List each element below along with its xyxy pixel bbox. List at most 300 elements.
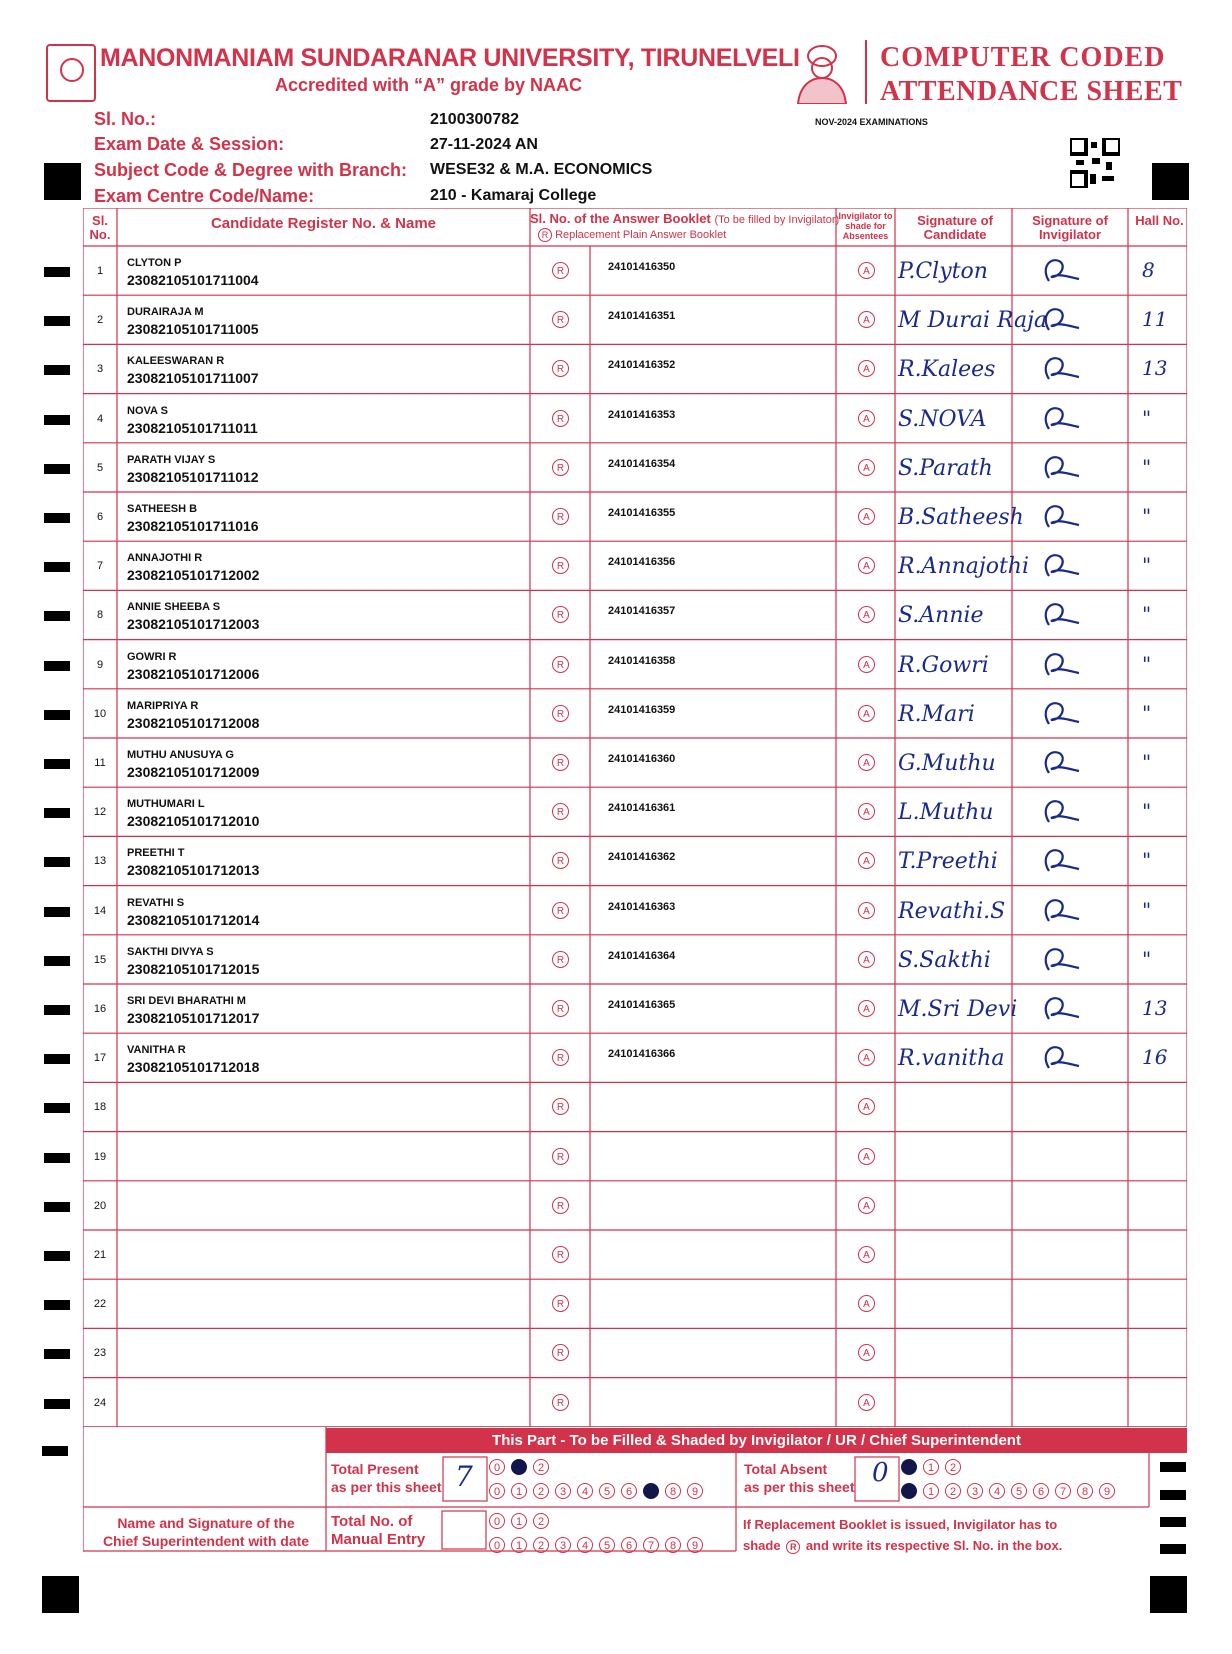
absent-bubble[interactable]: A	[858, 1394, 875, 1411]
candidate-signature: R.Kalees	[898, 357, 996, 383]
replacement-bubble[interactable]: R	[552, 1295, 569, 1312]
digit-bubble[interactable]: 0	[489, 1483, 505, 1499]
invigilator-signature	[1035, 989, 1085, 1029]
hall-number: "	[1142, 602, 1152, 627]
booklet-number: 24101416361	[608, 802, 676, 815]
timing-mark	[44, 1005, 70, 1015]
candidate-name: DURAIRAJA M	[127, 306, 204, 319]
hall-number: "	[1142, 750, 1152, 774]
row-number: 13	[93, 855, 107, 868]
university-name: MANONMANIAM SUNDARANAR UNIVERSITY, TIRUNELVELI	[100, 44, 800, 72]
timing-mark	[1160, 1462, 1186, 1472]
header-divider	[865, 40, 867, 104]
absent-bubble[interactable]: A	[858, 852, 875, 869]
digit-bubble[interactable]: 0	[901, 1459, 917, 1475]
digit-bubble[interactable]: 2	[533, 1459, 549, 1475]
portrait-icon	[792, 40, 852, 104]
total-absent-l2: as per this sheet	[744, 1479, 855, 1495]
manual-units-bubbles[interactable]	[489, 1536, 709, 1554]
digit-bubble[interactable]: 1	[923, 1459, 939, 1475]
row-number: 16	[93, 1003, 107, 1015]
candidate-signature: M.Sri Devi	[898, 997, 1018, 1022]
register-number: 23082105101712015	[127, 960, 260, 977]
timing-mark	[44, 1399, 70, 1409]
replacement-bubble[interactable]: R	[552, 1344, 569, 1361]
hall-number: "	[1142, 946, 1152, 971]
hall-number: "	[1142, 897, 1152, 922]
digit-bubble[interactable]: 2	[533, 1513, 549, 1529]
register-number: 23082105101712009	[127, 764, 260, 780]
replacement-bubble[interactable]: R	[552, 1197, 569, 1214]
register-number: 23082105101712003	[127, 616, 260, 633]
register-number: 23082105101711007	[127, 370, 259, 387]
row-number: 7	[96, 560, 104, 573]
digit-bubble[interactable]: 0	[489, 1513, 505, 1529]
col-sig-inv-header: Signature of Invigilator	[1032, 213, 1108, 242]
absent-bubble[interactable]: A	[858, 606, 875, 623]
absent-bubble[interactable]: A	[858, 705, 875, 722]
invigilator-signature	[1035, 399, 1085, 439]
hall-number: 13	[1142, 996, 1168, 1020]
total-absent-l1: Total Absent	[744, 1461, 828, 1477]
row-number: 5	[96, 461, 104, 474]
candidate-name: VANITHA R	[127, 1044, 186, 1057]
timing-mark	[44, 1251, 70, 1261]
absent-bubble[interactable]: A	[858, 557, 875, 574]
absent-units-bubbles[interactable]	[901, 1482, 1121, 1500]
absent-bubble[interactable]: A	[858, 262, 875, 279]
booklet-number: 24101416352	[608, 359, 676, 372]
candidate-signature: M Durai Raja	[898, 308, 1048, 334]
digit-bubble[interactable]: 3	[555, 1537, 571, 1553]
absent-bubble[interactable]: A	[858, 1049, 875, 1066]
booklet-number: 24101416366	[608, 1048, 676, 1061]
register-number: 23082105101712014	[127, 911, 260, 928]
booklet-number: 24101416355	[608, 507, 676, 519]
absent-bubble[interactable]: A	[858, 459, 875, 476]
absent-bubble[interactable]: A	[858, 1344, 875, 1361]
replacement-bubble[interactable]: R	[552, 508, 569, 525]
replacement-bubble-icon: R	[786, 1540, 800, 1554]
candidate-signature: R.Gowri	[898, 652, 989, 678]
absent-bubble[interactable]: A	[858, 1295, 875, 1312]
register-number: 23082105101711016	[127, 518, 259, 534]
digit-bubble[interactable]: 9	[687, 1537, 703, 1553]
row-number: 15	[93, 953, 107, 966]
digit-bubble[interactable]: 4	[989, 1483, 1005, 1499]
digit-bubble[interactable]: 1	[511, 1537, 527, 1553]
booklet-number: 24101416354	[608, 457, 676, 470]
replacement-bubble[interactable]: R	[552, 606, 569, 623]
hall-number: "	[1142, 553, 1152, 578]
candidate-name: MARIPRIYA R	[127, 699, 199, 712]
subject-value: WESE32 & M.A. ECONOMICS	[430, 161, 653, 178]
absent-bubble[interactable]: A	[858, 311, 875, 328]
candidate-signature: S.Sakthi	[898, 947, 991, 973]
candidate-name: PARATH VIJAY S	[127, 453, 216, 466]
timing-mark	[1160, 1517, 1186, 1527]
replacement-bubble[interactable]: R	[552, 262, 569, 279]
candidate-name: SAKTHI DIVYA S	[127, 945, 214, 958]
candidate-name: ANNIE SHEEBA S	[127, 601, 221, 614]
timing-mark	[44, 1153, 70, 1163]
absent-handwritten: 0	[872, 1458, 889, 1488]
subject-label: Subject Code & Degree with Branch:	[94, 160, 408, 180]
row-number: 11	[94, 757, 106, 769]
candidate-name: NOVA S	[127, 404, 168, 417]
absent-bubble[interactable]: A	[858, 1197, 875, 1214]
manual-l1: Total No. of	[331, 1513, 413, 1530]
invigilator-signature	[1035, 841, 1085, 881]
invigilator-signature	[1035, 595, 1085, 635]
alignment-mark	[1152, 163, 1189, 200]
digit-bubble[interactable]: 8	[665, 1537, 681, 1553]
hall-number: 11	[1142, 307, 1168, 332]
row-number: 17	[93, 1052, 107, 1065]
invigilator-signature	[1035, 645, 1085, 685]
accreditation-text: Accredited with “A” grade by NAAC	[275, 75, 583, 95]
total-present-label	[331, 1460, 442, 1496]
chief-l1: Name and Signature of the	[117, 1515, 295, 1531]
hall-number: "	[1142, 405, 1152, 430]
row-number: 3	[96, 363, 104, 376]
row-number: 19	[93, 1150, 107, 1163]
sheet-title-line1: COMPUTER CODED	[880, 42, 1166, 73]
register-number: 23082105101711004	[127, 272, 259, 288]
digit-bubble[interactable]: 6	[621, 1483, 637, 1499]
absent-bubble[interactable]: A	[858, 803, 875, 820]
digit-bubble[interactable]: 1	[511, 1513, 527, 1529]
replacement-note	[743, 1514, 1062, 1556]
timing-mark	[44, 1202, 70, 1212]
timing-mark	[44, 857, 70, 867]
register-number: 23082105101711012	[127, 468, 259, 485]
timing-mark	[44, 316, 70, 326]
register-number: 23082105101712006	[127, 665, 260, 682]
row-number: 14	[93, 904, 107, 917]
candidate-name: SATHEESH B	[127, 503, 198, 515]
absent-bubble[interactable]: A	[858, 1098, 875, 1115]
col-booklet-note: (To be filled by Invigilator)	[714, 214, 840, 226]
digit-bubble[interactable]: 1	[511, 1483, 527, 1499]
replacement-bubble[interactable]: R	[552, 1394, 569, 1411]
candidate-name: SRI DEVI BHARATHI M	[127, 995, 246, 1007]
digit-bubble[interactable]: 0	[489, 1459, 505, 1475]
register-number: 23082105101711011	[127, 419, 258, 436]
timing-mark	[42, 1446, 68, 1456]
chief-l2: Chief Superintendent with date	[102, 1533, 310, 1549]
digit-bubble[interactable]: 9	[1099, 1483, 1115, 1499]
timing-mark	[44, 1300, 70, 1310]
replacement-bubble[interactable]: R	[552, 311, 569, 328]
present-units-bubbles[interactable]	[489, 1482, 709, 1500]
date-value: 27-11-2024 AN	[430, 136, 538, 153]
candidate-signature: L.Muthu	[898, 800, 994, 826]
candidate-name: GOWRI R	[127, 650, 177, 663]
digit-bubble[interactable]: 5	[599, 1483, 615, 1499]
digit-bubble[interactable]: 2	[945, 1459, 961, 1475]
digit-bubble[interactable]: 7	[1055, 1483, 1071, 1499]
booklet-number: 24101416351	[608, 310, 676, 323]
candidate-signature: R.Mari	[898, 701, 975, 727]
candidate-signature: Revathi.S	[898, 898, 1006, 924]
qr-code-icon	[1070, 138, 1120, 188]
candidate-signature: S.Annie	[898, 603, 984, 629]
candidate-name: REVATHI S	[127, 896, 185, 909]
digit-bubble[interactable]: 1	[923, 1483, 939, 1499]
hall-number: 16	[1142, 1045, 1168, 1070]
row-number: 22	[93, 1298, 107, 1311]
candidate-signature: S.Parath	[898, 455, 993, 481]
digit-bubble[interactable]: 3	[555, 1483, 571, 1499]
row-number: 1	[96, 265, 104, 277]
booklet-number: 24101416360	[608, 753, 676, 765]
total-absent-label	[744, 1460, 855, 1496]
replacement-bubble[interactable]: R	[552, 852, 569, 869]
booklet-number: 24101416359	[608, 703, 676, 716]
alignment-mark	[42, 1576, 79, 1613]
timing-mark	[44, 1349, 70, 1359]
digit-bubble[interactable]: 4	[577, 1483, 593, 1499]
absent-bubble[interactable]: A	[858, 1246, 875, 1263]
timing-mark	[44, 365, 70, 375]
row-number: 8	[96, 609, 104, 622]
timing-mark	[44, 907, 70, 917]
col-sig-cand-header: Signature of Candidate	[917, 213, 993, 242]
hall-number: "	[1142, 651, 1152, 676]
timing-mark	[1160, 1544, 1186, 1554]
register-number: 23082105101711005	[127, 321, 259, 338]
replacement-bubble[interactable]: R	[552, 1049, 569, 1066]
candidate-signature: S.NOVA	[898, 406, 987, 432]
total-present-l1: Total Present	[331, 1461, 419, 1477]
booklet-number: 24101416353	[608, 408, 676, 421]
replacement-bubble[interactable]: R	[552, 656, 569, 673]
note-l3: and write its respective Sl. No. in the box.	[805, 1538, 1063, 1553]
absent-bubble[interactable]: A	[858, 656, 875, 673]
invigilator-signature	[1035, 546, 1085, 586]
col-candidate-header: Candidate Register No. & Name	[210, 215, 437, 232]
row-number: 2	[96, 314, 104, 327]
note-l1: If Replacement Booklet is issued, Invigilator has to	[743, 1517, 1058, 1532]
chief-superintendent-label	[88, 1514, 324, 1550]
absent-bubble[interactable]: A	[858, 902, 875, 919]
centre-label: Exam Centre Code/Name:	[94, 186, 315, 206]
replacement-bubble[interactable]: R	[552, 360, 569, 377]
timing-mark	[44, 267, 70, 277]
digit-bubble[interactable]: 4	[577, 1537, 593, 1553]
digit-bubble[interactable]: 0	[901, 1483, 917, 1499]
hall-number: 13	[1142, 356, 1168, 381]
candidate-signature: G.Muthu	[898, 751, 996, 776]
total-present-l2: as per this sheet	[331, 1479, 442, 1495]
hall-number: "	[1142, 799, 1152, 824]
register-number: 23082105101712002	[127, 567, 260, 584]
hall-number: "	[1142, 848, 1152, 873]
digit-bubble[interactable]: 8	[1077, 1483, 1093, 1499]
row-number: 20	[93, 1199, 107, 1212]
digit-bubble[interactable]: 7	[643, 1537, 659, 1553]
candidate-signature: T.Preethi	[898, 849, 998, 875]
hall-number: "	[1142, 504, 1152, 528]
candidate-name: MUTHU ANUSUYA G	[127, 749, 234, 761]
booklet-number: 24101416363	[608, 900, 676, 913]
hall-number: "	[1142, 454, 1152, 479]
replacement-bubble[interactable]: R	[552, 754, 569, 771]
digit-bubble[interactable]: 6	[621, 1537, 637, 1553]
digit-bubble[interactable]: 0	[489, 1537, 505, 1553]
register-number: 23082105101712017	[127, 1010, 260, 1026]
invigilator-signature	[1035, 743, 1085, 783]
invigilator-signature	[1035, 1038, 1085, 1078]
digit-bubble[interactable]: 2	[533, 1483, 549, 1499]
invigilator-signature	[1035, 349, 1085, 389]
register-number: 23082105101712013	[127, 862, 260, 879]
digit-bubble[interactable]: 8	[665, 1483, 681, 1499]
booklet-number: 24101416362	[608, 851, 676, 864]
absent-tens-bubbles[interactable]	[901, 1458, 967, 1476]
invigilator-signature	[1035, 694, 1085, 734]
digit-bubble[interactable]: 6	[1033, 1483, 1049, 1499]
row-number: 6	[96, 511, 104, 523]
note-l2: shade	[743, 1538, 781, 1553]
row-number: 12	[93, 806, 107, 819]
col-sl-header: Sl. No.	[89, 213, 111, 242]
present-handwritten: 7	[455, 1460, 473, 1493]
timing-mark	[1160, 1490, 1186, 1500]
digit-bubble[interactable]: 3	[967, 1483, 983, 1499]
centre-value: 210 - Kamaraj College	[430, 187, 597, 204]
hall-number: 8	[1142, 258, 1155, 282]
replacement-bubble[interactable]: R	[552, 1098, 569, 1115]
date-label: Exam Date & Session:	[94, 134, 285, 154]
manual-entry-label	[331, 1513, 425, 1549]
sl-no-value: 2100300782	[430, 111, 519, 128]
timing-mark	[44, 710, 70, 720]
digit-bubble[interactable]: 2	[945, 1483, 961, 1499]
timing-mark	[44, 513, 70, 523]
candidate-name: PREETHI T	[127, 847, 185, 860]
booklet-number: 24101416364	[608, 949, 676, 962]
timing-mark	[44, 464, 70, 474]
col-booklet-title: Sl. No. of the Answer Booklet	[530, 211, 711, 226]
replacement-bubble[interactable]: R	[552, 902, 569, 919]
row-number: 18	[93, 1101, 107, 1114]
digit-bubble[interactable]: 5	[599, 1537, 615, 1553]
booklet-number: 24101416357	[608, 605, 676, 618]
register-number: 23082105101712008	[127, 714, 260, 731]
invigilator-signature	[1035, 792, 1085, 832]
replacement-bubble[interactable]: R	[552, 951, 569, 968]
digit-bubble[interactable]: 1	[511, 1459, 527, 1475]
sheet-title-line2: ATTENDANCE SHEET	[880, 76, 1183, 107]
replacement-bubble-icon: R	[538, 228, 552, 242]
booklet-number: 24101416365	[608, 999, 676, 1011]
candidate-signature: P.Clyton	[898, 259, 988, 284]
digit-bubble[interactable]: 2	[533, 1537, 549, 1553]
absent-bubble[interactable]: A	[858, 1000, 875, 1017]
timing-mark	[44, 956, 70, 966]
hall-number: "	[1142, 700, 1152, 725]
digit-bubble[interactable]: 5	[1011, 1483, 1027, 1499]
booklet-number: 24101416358	[608, 654, 676, 667]
candidate-signature: B.Satheesh	[898, 505, 1024, 530]
invigilator-signature	[1035, 251, 1085, 291]
replacement-bubble[interactable]: R	[552, 1148, 569, 1165]
invigilator-signature	[1035, 891, 1085, 931]
invigilator-signature	[1035, 940, 1085, 980]
candidate-signature: R.Annajothi	[898, 554, 1030, 580]
manual-tens-bubbles[interactable]	[489, 1512, 555, 1530]
register-number: 23082105101712018	[127, 1059, 260, 1076]
booklet-number: 24101416356	[608, 556, 676, 569]
col-booklet-sub-text: Replacement Plain Answer Booklet	[555, 229, 727, 241]
absent-bubble[interactable]: A	[858, 508, 875, 525]
absent-bubble[interactable]: A	[858, 754, 875, 771]
absent-bubble[interactable]: A	[858, 410, 875, 427]
col-booklet-sub	[538, 228, 726, 242]
invigilator-signature	[1035, 448, 1085, 488]
candidate-name: MUTHUMARI L	[127, 798, 205, 811]
invigilator-signature	[1035, 300, 1085, 340]
replacement-bubble[interactable]: R	[552, 803, 569, 820]
timing-mark	[44, 661, 70, 671]
timing-mark	[44, 611, 70, 621]
row-number: 24	[93, 1396, 107, 1409]
alignment-mark	[1150, 1576, 1187, 1613]
row-number: 23	[93, 1347, 107, 1360]
replacement-bubble[interactable]: R	[552, 1000, 569, 1017]
exam-label: NOV-2024 EXAMINATIONS	[815, 117, 928, 127]
replacement-bubble[interactable]: R	[552, 410, 569, 427]
candidate-signature: R.vanitha	[898, 1046, 1005, 1072]
timing-mark	[44, 808, 70, 818]
booklet-number: 24101416350	[608, 261, 676, 273]
row-number: 21	[93, 1249, 107, 1261]
timing-mark	[44, 562, 70, 572]
digit-bubble[interactable]: 7	[643, 1483, 659, 1499]
timing-mark	[44, 415, 70, 425]
timing-mark	[44, 759, 70, 769]
alignment-mark	[44, 163, 81, 200]
digit-bubble[interactable]: 9	[687, 1483, 703, 1499]
replacement-bubble[interactable]: R	[552, 557, 569, 574]
candidate-name: ANNAJOTHI R	[127, 552, 203, 565]
absent-bubble[interactable]: A	[858, 951, 875, 968]
present-tens-bubbles[interactable]	[489, 1458, 555, 1476]
university-logo	[46, 44, 96, 102]
sl-no-label: Sl. No.:	[94, 109, 156, 129]
replacement-bubble[interactable]: R	[552, 705, 569, 722]
invigilator-signature	[1035, 497, 1085, 537]
col-absent-header: Invigilator to shade for Absentees	[838, 211, 893, 241]
candidate-name: CLYTON P	[127, 257, 182, 269]
manual-l2: Manual Entry	[331, 1531, 426, 1548]
register-number: 23082105101712010	[127, 813, 260, 830]
replacement-bubble[interactable]: R	[552, 459, 569, 476]
replacement-bubble[interactable]: R	[552, 1246, 569, 1263]
col-hall-header: Hall No.	[1135, 213, 1184, 228]
timing-mark	[44, 1054, 70, 1064]
row-number: 10	[93, 707, 107, 720]
timing-mark	[44, 1103, 70, 1113]
absent-bubble[interactable]: A	[858, 360, 875, 377]
row-number: 9	[96, 658, 104, 671]
candidate-name: KALEESWARAN R	[127, 355, 225, 368]
col-booklet-header	[530, 211, 840, 227]
absent-bubble[interactable]: A	[858, 1148, 875, 1165]
summary-band: This Part - To be Filled & Shaded by Invigilator / UR / Chief Superintendent	[326, 1428, 1187, 1453]
